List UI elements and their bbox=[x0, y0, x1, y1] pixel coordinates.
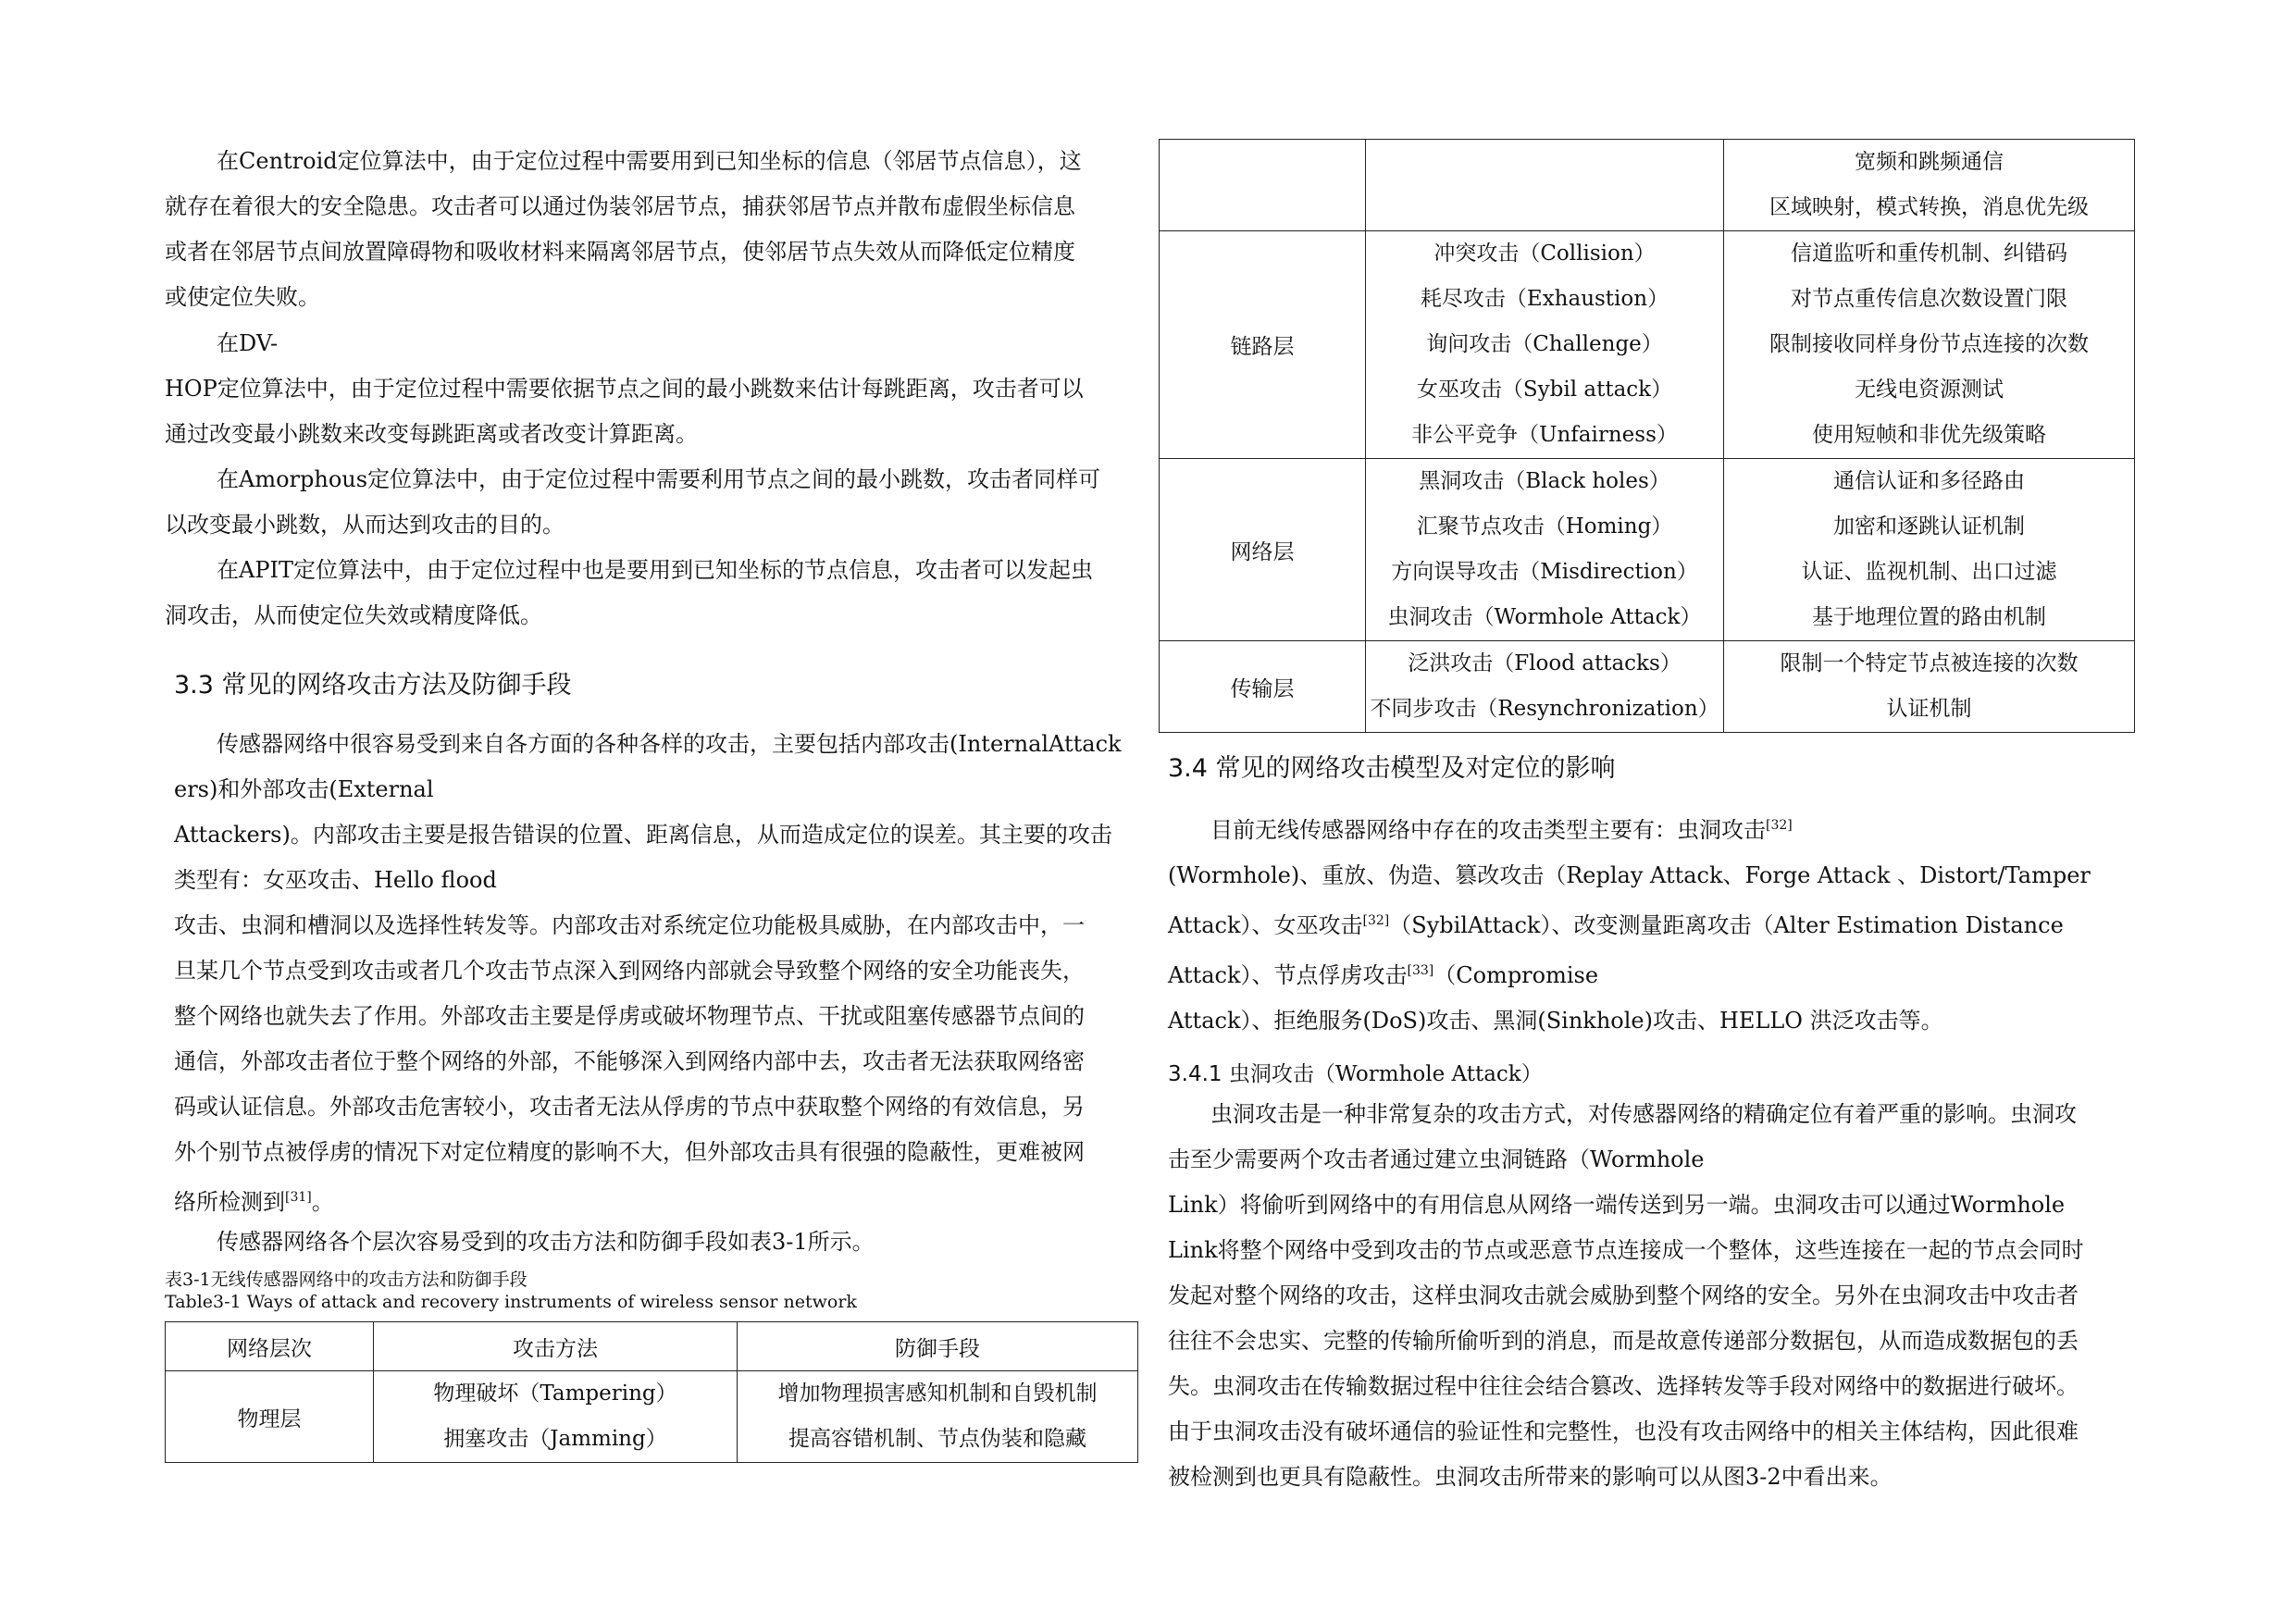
layer-cell: 网络层 bbox=[1160, 459, 1366, 641]
defenses-cell: 信道监听和重传机制、纠错码 对节点重传信息次数设置门限 限制接收同样身份节点连接的次数 无线电资源测试 使用短帧和非优先级策略 bbox=[1724, 231, 2135, 459]
defenses-cell: 宽频和跳频通信 区域映射，模式转换，消息优先级 bbox=[1724, 140, 2135, 231]
last-line: 络所检测到[31]。 bbox=[174, 1189, 334, 1215]
attack-defense-table-part1 bbox=[165, 1321, 1138, 1463]
subsection-heading-3-4-1: 3.4.1 虫洞攻击（Wormhole Attack） bbox=[1168, 1062, 1543, 1086]
section-heading-3-3: 3.3 常见的网络攻击方法及防御手段 bbox=[174, 671, 572, 700]
layer-cell: 传输层 bbox=[1160, 641, 1366, 733]
table-row bbox=[1160, 641, 2135, 733]
defenses-cell: 通信认证和多径路由 加密和逐跳认证机制 认证、监视机制、出口过滤 基于地理位置的路由机制 bbox=[1724, 459, 2135, 641]
defenses-cell: 增加物理损害感知机制和自毁机制 提高容错机制、节点伪装和隐藏 bbox=[738, 1371, 1138, 1463]
section-heading-3-4: 3.4 常见的网络攻击模型及对定位的影响 bbox=[1168, 754, 1616, 783]
paragraph-attack-types: 目前无线传感器网络中存在的攻击类型主要有：虫洞攻击[32] (Wormhole)、重放、伪造、篡改攻击（Replay Attack、Forge Attack 、Distort/Tamper Attack）、女巫攻击[32]（SybilAttack）、改变测量距离攻击（Alter Estimation Distance Attack）、节点俘虏攻击[33]（Compromise Attack）、拒绝服务(DoS)攻击、黑洞(Sinkhole)攻击、HELLO 洪泛攻击等。 bbox=[1168, 817, 2091, 1034]
attacks-cell: 黑洞攻击（Black holes） 汇聚节点攻击（Homing） 方向误导攻击（Misdirection） 虫洞攻击（Wormhole Attack） bbox=[1366, 459, 1724, 641]
citation-33: [33] bbox=[1407, 963, 1434, 978]
table-header-row bbox=[166, 1322, 1138, 1371]
header-attack-method: 攻击方法 bbox=[374, 1322, 738, 1371]
layer-cell bbox=[1160, 140, 1366, 231]
paragraph-apit: 在APIT定位算法中，由于定位过程中也是要用到已知坐标的节点信息，攻击者可以发起虫 洞攻击，从而使定位失效或精度降低。 bbox=[165, 557, 1093, 628]
table-row bbox=[1160, 231, 2135, 459]
header-layer: 网络层次 bbox=[166, 1322, 374, 1371]
defenses-cell: 限制一个特定节点被连接的次数 认证机制 bbox=[1724, 641, 2135, 733]
paragraph-centroid: 在Centroid定位算法中，由于定位过程中需要用到已知坐标的信息（邻居节点信息），这 就存在着很大的安全隐患。攻击者可以通过伪装邻居节点，捕获邻居节点并散布虚假坐标信息 或者在邻居节点间放置障碍物和吸收材料来隔离邻居节点，使邻居节点失效从而降低定位精度 或使定位失败。 bbox=[165, 148, 1082, 310]
table-row bbox=[1160, 140, 2135, 231]
citation-31: [31] bbox=[285, 1190, 312, 1205]
attacks-cell: 物理破坏（Tampering） 拥塞攻击（Jamming） bbox=[374, 1371, 738, 1463]
layer-cell: 物理层 bbox=[166, 1371, 374, 1463]
attacks-cell bbox=[1366, 140, 1724, 231]
attack-defense-table-part2 bbox=[1159, 139, 2135, 733]
paragraph-amorphous: 在Amorphous定位算法中，由于定位过程中需要利用节点之间的最小跳数，攻击者同样可 以改变最小跳数，从而达到攻击的目的。 bbox=[165, 466, 1101, 538]
citation-32: [32] bbox=[1766, 818, 1793, 833]
table-caption-en: Table3-1 Ways of attack and recovery instruments of wireless sensor network bbox=[165, 1292, 857, 1312]
attacks-cell: 冲突攻击（Collision） 耗尽攻击（Exhaustion） 询问攻击（Challenge） 女巫攻击（Sybil attack） 非公平竞争（Unfairness） bbox=[1366, 231, 1724, 459]
table-caption-cn: 表3-1无线传感器网络中的攻击方法和防御手段 bbox=[165, 1270, 527, 1290]
table-row bbox=[1160, 459, 2135, 641]
header-defense: 防御手段 bbox=[738, 1322, 1138, 1371]
citation-32: [32] bbox=[1362, 913, 1390, 928]
paragraph-wormhole: 虫洞攻击是一种非常复杂的攻击方式，对传感器网络的精确定位有着严重的影响。虫洞攻 击至少需要两个攻击者通过建立虫洞链路（Wormhole Link）将偷听到网络中的有用信息从网络一端传送到另一端。虫洞攻击可以通过Wormhole Link将整个网络中受到攻击的节点或恶意节点连接成一个整体，这些连接在一起的节点会同时 发起对整个网络的攻击，这样虫洞攻击就会威胁到整个网络的安全。另外在虫洞攻击中攻击者 往往不会忠实、完整的传输所偷听到的消息，而是故意传递部分数据包，从而造成数据包的丢 失。虫洞攻击在传输数据过程中往往会结合篡改、选择转发等手段对网络中的数据进行破坏。 由于虫洞攻击没有破坏通信的验证性和完整性，也没有攻击网络中的相关主体结构，因此很难 被检测到也更具有隐蔽性。虫洞攻击所带来的影响可以从图3-2中看出来。 bbox=[1168, 1101, 2084, 1490]
layer-cell: 链路层 bbox=[1160, 231, 1366, 459]
paragraph-table-intro: 传感器网络各个层次容易受到的攻击方法和防御手段如表3-1所示。 bbox=[217, 1229, 875, 1255]
attacks-cell: 泛洪攻击（Flood attacks） 不同步攻击（Resynchronization） bbox=[1366, 641, 1724, 733]
paragraph-attacks-overview: 传感器网络中很容易受到来自各方面的各种各样的攻击，主要包括内部攻击(InternalAttack ers)和外部攻击(External Attackers)。内部攻击主要是报告错误的位置、距离信息，从而造成定位的误差。其主要的攻击 类型有：女巫攻击、Hello flood 攻击、虫洞和槽洞以及选择性转发等。内部攻击对系统定位功能极具威胁，在内部攻击中，一 旦某几个节点受到攻击或者几个攻击节点深入到网络内部就会导致整个网络的安全功能丧失， 整个网络也就失去了作用。外部攻击主要是俘虏或破坏物理节点、干扰或阻塞传感器节点间的 通信，外部攻击者位于整个网络的外部，不能够深入到网络内部中去，攻击者无法获取网络密 码或认证信息。外部攻击危害较小，攻击者无法从俘虏的节点中获取整个网络的有效信息，另 外个别节点被俘虏的情况下对定位精度的影响不大，但外部攻击具有很强的隐蔽性，更难被网 络所检测到[31]。 bbox=[174, 722, 1138, 1225]
paragraph-dv-hop: 在DV- HOP定位算法中，由于定位过程中需要依据节点之间的最小跳数来估计每跳距离，攻击者可以 通过改变最小跳数来改变每跳距离或者改变计算距离。 bbox=[165, 330, 1084, 447]
table-row bbox=[166, 1371, 1138, 1463]
